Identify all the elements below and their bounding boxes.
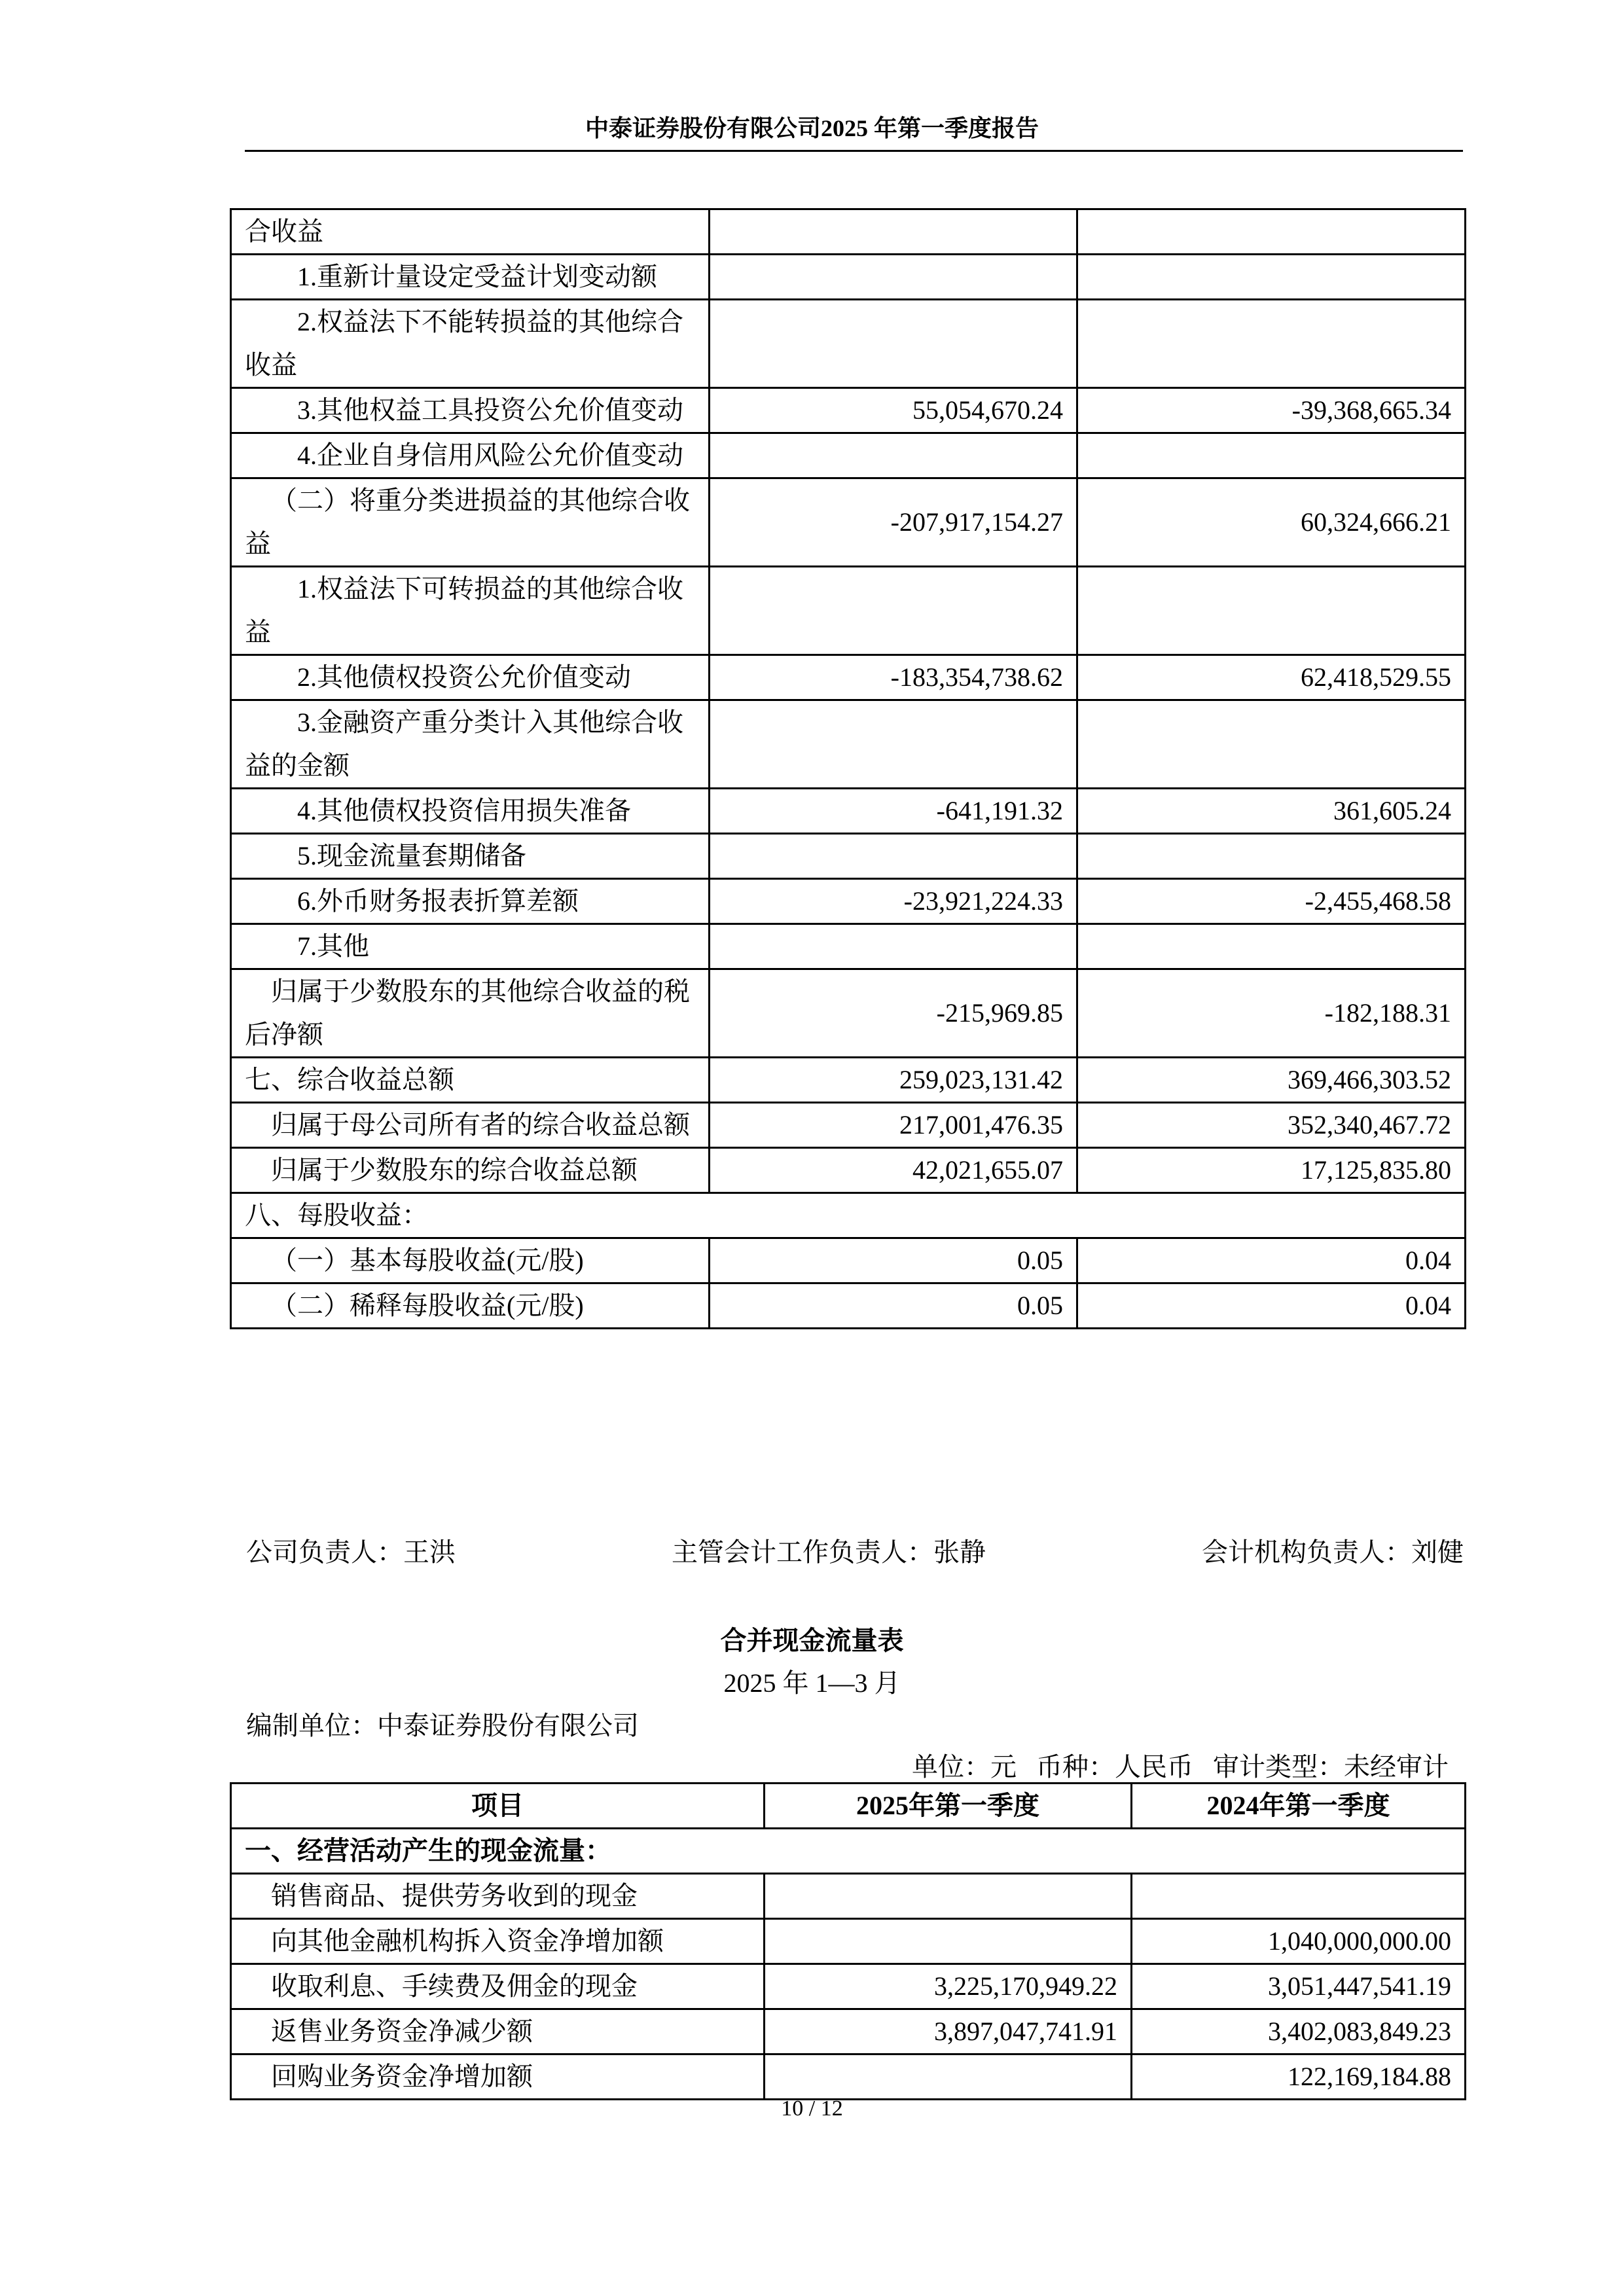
eps-section-label: 八、每股收益：	[231, 1193, 1466, 1238]
value-current-period	[710, 209, 1077, 255]
table-row	[231, 655, 1466, 700]
row-label: 销售商品、提供劳务收到的现金	[231, 1874, 765, 1919]
value-2024q1	[1132, 1874, 1466, 1919]
value-current-period: 217,001,476.35	[710, 1103, 1077, 1148]
row-label: 1.重新计量设定受益计划变动额	[231, 255, 710, 300]
value-prior-period: 60,324,666.21	[1077, 478, 1466, 567]
table-row	[231, 1964, 1466, 2009]
eps-row	[231, 1283, 1466, 1329]
value-current-period: -207,917,154.27	[710, 478, 1077, 567]
value-prior-period	[1077, 300, 1466, 388]
row-label: 2.权益法下不能转损益的其他综合收益	[231, 300, 710, 388]
value-prior-period: 62,418,529.55	[1077, 655, 1466, 700]
row-label: 七、综合收益总额	[231, 1058, 710, 1103]
row-label: 7.其他	[231, 924, 710, 969]
header-divider	[245, 150, 1463, 152]
section-label-operating: 一、经营活动产生的现金流量：	[231, 1829, 1466, 1874]
value-2024q1: 3,051,447,541.19	[1132, 1964, 1466, 2009]
value-2024q1: 1,040,000,000.00	[1132, 1919, 1466, 1964]
cash-flow-header-row	[231, 1784, 1466, 1829]
table-row	[231, 789, 1466, 834]
table-row	[231, 969, 1466, 1058]
cash-flow-compiler: 编制单位：中泰证券股份有限公司	[246, 1711, 639, 1740]
value-current-period: -183,354,738.62	[710, 655, 1077, 700]
row-label: 3.金融资产重分类计入其他综合收益的金额	[231, 700, 710, 789]
value-current-period: -23,921,224.33	[710, 879, 1077, 924]
eps-prior-period: 0.04	[1077, 1283, 1466, 1329]
table-row	[231, 209, 1466, 255]
value-prior-period	[1077, 924, 1466, 969]
value-2024q1: 3,402,083,849.23	[1132, 2009, 1466, 2054]
row-label: 5.现金流量套期储备	[231, 834, 710, 879]
column-header-2025q1: 2025年第一季度	[765, 1784, 1132, 1829]
row-label: 合收益	[231, 209, 710, 255]
value-2024q1: 122,169,184.88	[1132, 2054, 1466, 2100]
value-2025q1	[765, 1919, 1132, 1964]
comprehensive-income-table-body	[231, 209, 1466, 1329]
value-current-period	[710, 255, 1077, 300]
company-head-signature: 公司负责人：王洪	[246, 1537, 456, 1567]
row-label: 收取利息、手续费及佣金的现金	[231, 1964, 765, 2009]
row-label: 归属于母公司所有者的综合收益总额	[231, 1103, 710, 1148]
cash-flow-title: 合并现金流量表	[720, 1626, 904, 1655]
row-label: 向其他金融机构拆入资金净增加额	[231, 1919, 765, 1964]
eps-label: （二）稀释每股收益(元/股)	[231, 1283, 710, 1329]
cash-flow-period: 2025 年 1—3 月	[723, 1668, 901, 1698]
table-row	[231, 1148, 1466, 1193]
table-row	[231, 1103, 1466, 1148]
eps-current-period: 0.05	[710, 1238, 1077, 1283]
table-row	[231, 700, 1466, 789]
value-2025q1: 3,225,170,949.22	[765, 1964, 1132, 2009]
value-prior-period	[1077, 209, 1466, 255]
value-prior-period: 17,125,835.80	[1077, 1148, 1466, 1193]
value-prior-period	[1077, 255, 1466, 300]
eps-prior-period: 0.04	[1077, 1238, 1466, 1283]
table-row	[231, 1874, 1466, 1919]
value-current-period: 42,021,655.07	[710, 1148, 1077, 1193]
report-header-title: 中泰证券股份有限公司2025 年第一季度报告	[585, 115, 1039, 141]
value-prior-period	[1077, 834, 1466, 879]
value-current-period	[710, 924, 1077, 969]
value-prior-period: -2,455,468.58	[1077, 879, 1466, 924]
value-current-period	[710, 567, 1077, 655]
table-row	[231, 834, 1466, 879]
table-row	[231, 2009, 1466, 2054]
table-row	[231, 879, 1466, 924]
value-prior-period: 369,466,303.52	[1077, 1058, 1466, 1103]
column-header-item: 项目	[231, 1784, 765, 1829]
row-label: 归属于少数股东的其他综合收益的税后净额	[231, 969, 710, 1058]
section-row	[231, 1829, 1466, 1874]
row-label: 返售业务资金净减少额	[231, 2009, 765, 2054]
value-2025q1	[765, 2054, 1132, 2100]
value-current-period: -641,191.32	[710, 789, 1077, 834]
value-prior-period	[1077, 433, 1466, 478]
table-row	[231, 2054, 1466, 2100]
accounting-org-head-signature: 会计机构负责人：刘健	[1202, 1537, 1464, 1567]
row-label: 1.权益法下可转损益的其他综合收益	[231, 567, 710, 655]
eps-section-row	[231, 1193, 1466, 1238]
value-2025q1: 3,897,047,741.91	[765, 2009, 1132, 2054]
value-current-period: 55,054,670.24	[710, 388, 1077, 433]
value-current-period	[710, 433, 1077, 478]
value-prior-period: -39,368,665.34	[1077, 388, 1466, 433]
value-current-period	[710, 700, 1077, 789]
row-label: 3.其他权益工具投资公允价值变动	[231, 388, 710, 433]
column-header-2024q1: 2024年第一季度	[1132, 1784, 1466, 1829]
value-prior-period	[1077, 567, 1466, 655]
table-row	[231, 300, 1466, 388]
table-row	[231, 924, 1466, 969]
table-row	[231, 388, 1466, 433]
cash-flow-units: 单位：元 币种：人民币 审计类型：未经审计	[912, 1752, 1449, 1782]
cash-flow-table	[230, 1782, 1466, 2100]
table-row	[231, 567, 1466, 655]
comprehensive-income-table	[230, 208, 1466, 1329]
eps-current-period: 0.05	[710, 1283, 1077, 1329]
cash-flow-table-body	[231, 1829, 1466, 2100]
signature-line	[246, 1532, 1464, 1569]
row-label: 2.其他债权投资公允价值变动	[231, 655, 710, 700]
value-current-period: -215,969.85	[710, 969, 1077, 1058]
table-row	[231, 255, 1466, 300]
row-label: 回购业务资金净增加额	[231, 2054, 765, 2100]
row-label: 归属于少数股东的综合收益总额	[231, 1148, 710, 1193]
value-2025q1	[765, 1874, 1132, 1919]
row-label: 4.企业自身信用风险公允价值变动	[231, 433, 710, 478]
eps-row	[231, 1238, 1466, 1283]
value-current-period	[710, 300, 1077, 388]
page-number: 10 / 12	[781, 2096, 843, 2121]
value-prior-period: 352,340,467.72	[1077, 1103, 1466, 1148]
value-current-period: 259,023,131.42	[710, 1058, 1077, 1103]
value-prior-period	[1077, 700, 1466, 789]
accounting-head-signature: 主管会计工作负责人：张静	[672, 1537, 986, 1567]
value-current-period	[710, 834, 1077, 879]
eps-label: （一）基本每股收益(元/股)	[231, 1238, 710, 1283]
row-label: 4.其他债权投资信用损失准备	[231, 789, 710, 834]
value-prior-period: -182,188.31	[1077, 969, 1466, 1058]
row-label: 6.外币财务报表折算差额	[231, 879, 710, 924]
table-row	[231, 1058, 1466, 1103]
table-row	[231, 478, 1466, 567]
table-row	[231, 1919, 1466, 1964]
value-prior-period: 361,605.24	[1077, 789, 1466, 834]
table-row	[231, 433, 1466, 478]
row-label: （二）将重分类进损益的其他综合收益	[231, 478, 710, 567]
